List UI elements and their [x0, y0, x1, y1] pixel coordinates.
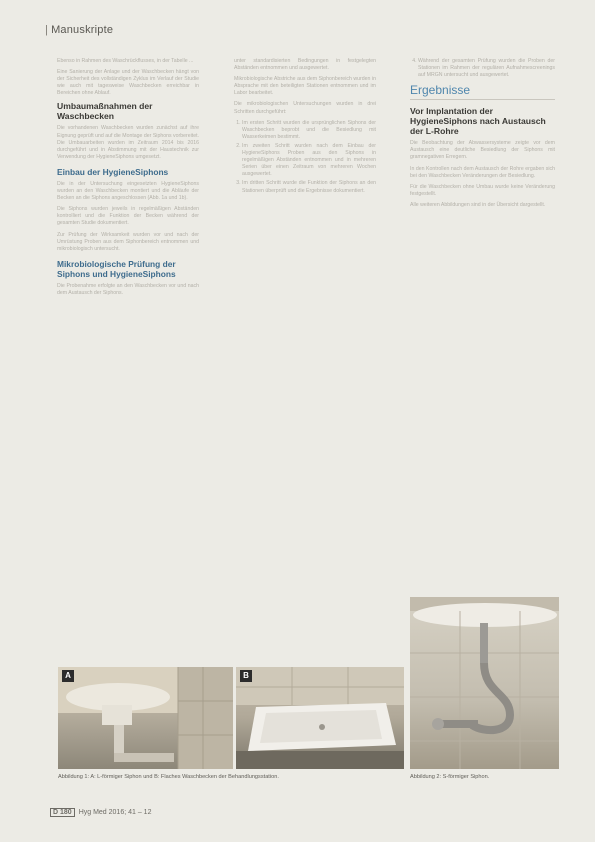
figure-1-caption: Abbildung 1: A: L-förmiger Siphon und B: Flaches Waschbecken der Behandlungsstation.	[58, 774, 279, 780]
section-label: | Manuskripte	[45, 24, 114, 36]
paragraph: Mikrobiologische Abstriche aus dem Siphonbereich wurden in Absprache mit den beteiligten Stationen entnommen und im Labor bearbeitet.	[234, 76, 376, 97]
subheading: Vor Implantation der HygieneSiphons nach Austausch der L-Rohre	[410, 106, 546, 137]
paragraph: Zur Prüfung der Wirksamkeit wurden vor und nach der Umrüstung Proben aus dem Siphonbereich entnommen und mikrobiologisch untersucht.	[57, 231, 199, 252]
text-column-3	[410, 58, 555, 213]
page-footer	[50, 808, 151, 817]
figure-label-a: A	[62, 670, 74, 682]
divider	[410, 99, 555, 100]
numbered-list	[234, 120, 376, 195]
figure-2-caption: Abbildung 2: S-förmiger Siphon.	[410, 774, 490, 780]
section-title: Manuskripte	[51, 24, 114, 36]
paragraph: In den Kontrollen nach dem Austausch der Rohre ergaben sich bei den Waschbecken Veränderungen der Besiedlung.	[410, 165, 555, 179]
paragraph: unter standardisierten Bedingungen in festgelegten Abständen entnommen und ausgewertet.	[234, 58, 376, 72]
subheading: Einbau der HygieneSiphons	[57, 166, 169, 177]
results-heading: Ergebnisse	[410, 83, 471, 98]
photo-s-siphon	[410, 597, 559, 769]
list-item: 1. Im ersten Schritt wurden die ursprünglichen Siphons der Waschbecken beprobt und die Besiedlung mit Wasserkeimen bestimmt.	[242, 120, 376, 141]
s-siphon-photo-illustration	[410, 597, 559, 769]
paragraph: Alle weiteren Abbildungen sind in der Übersicht dargestellt.	[410, 201, 546, 208]
list-item: 2. Im zweiten Schritt wurden nach dem Einbau der HygieneSiphons Proben aus den Siphons in regelmäßigen Abständen entnommen und in mehreren Serien über einen Zeitraum von mehreren Wochen ausgewertet.	[242, 143, 376, 178]
paragraph: Ebenso in Rahmen des Waschrückflusses, in der Tabelle ...	[57, 58, 194, 64]
journal-citation: Hyg Med 2016; 41 – 12	[78, 809, 152, 816]
text-column-1	[57, 58, 199, 301]
siphon-photo-illustration	[58, 667, 233, 769]
paragraph: Die Probenahme erfolgte an den Waschbecken vor und nach dem Austausch der Siphons.	[57, 282, 199, 296]
numbered-list	[410, 58, 555, 79]
sink-photo-illustration	[236, 667, 404, 769]
subheading: Mikrobiologische Prüfung der Siphons und HygieneSiphons	[57, 258, 176, 279]
subheading: Umbaumaßnahmen der Waschbecken	[57, 101, 153, 122]
paragraph: Die Siphons wurden jeweils in regelmäßigen Abständen kontrolliert und die Funktion der Becken während der gesamten Studie dokumentiert.	[57, 206, 199, 227]
photo-l-siphon	[58, 667, 233, 769]
text-column-2	[234, 58, 376, 199]
photo-flat-sink	[236, 667, 404, 769]
paragraph: Die Beobachtung der Abwassersysteme zeigte vor dem Austausch eine deutliche Besiedlung der Siphons mit gramnegativen Erregern.	[410, 140, 555, 161]
paragraph: Für die Waschbecken ohne Umbau wurde keine Veränderung festgestellt.	[410, 183, 555, 197]
paragraph: Die mikrobiologischen Untersuchungen wurden in drei Schritten durchgeführt:	[234, 101, 376, 115]
paragraph: Die vorhandenen Waschbecken wurden zunächst auf ihre Eignung geprüft und auf die Montage der Siphons vorbereitet. Die Umbauarbeiten wurden im Zeitraum 2014 bis 2016 durchgeführt und in Abstimmung mit der Haustechnik zur Verwendung der HygieneSiphons umgesetzt.	[57, 125, 199, 160]
page-number: D 180	[50, 808, 75, 817]
figure-label-b: B	[240, 670, 252, 682]
paragraph: Die in der Untersuchung eingesetzten HygieneSiphons wurden an den Waschbecken montiert und die Abläufe der Becken an die Siphons angeschlossen (Abb. 1a und 1b).	[57, 180, 199, 202]
list-item: 3. Im dritten Schritt wurde die Funktion der Siphons an den Stationen überprüft und die Ergebnisse dokumentiert.	[242, 180, 376, 194]
list-item: 4. Während der gesamten Prüfung wurden die Proben der Stationen im Rahmen der regulären Aufnahmescreenings auf MRGN untersucht und ausgewertet.	[418, 58, 555, 79]
paragraph: Eine Sanierung der Anlage und der Waschbecken hängt von der Sicherheit des vollständigen Zyklus im Verlauf der Studie wie auch mit tagesweise Waschbecken erreichbar in Bereichen ohne Ablauf.	[57, 69, 199, 97]
